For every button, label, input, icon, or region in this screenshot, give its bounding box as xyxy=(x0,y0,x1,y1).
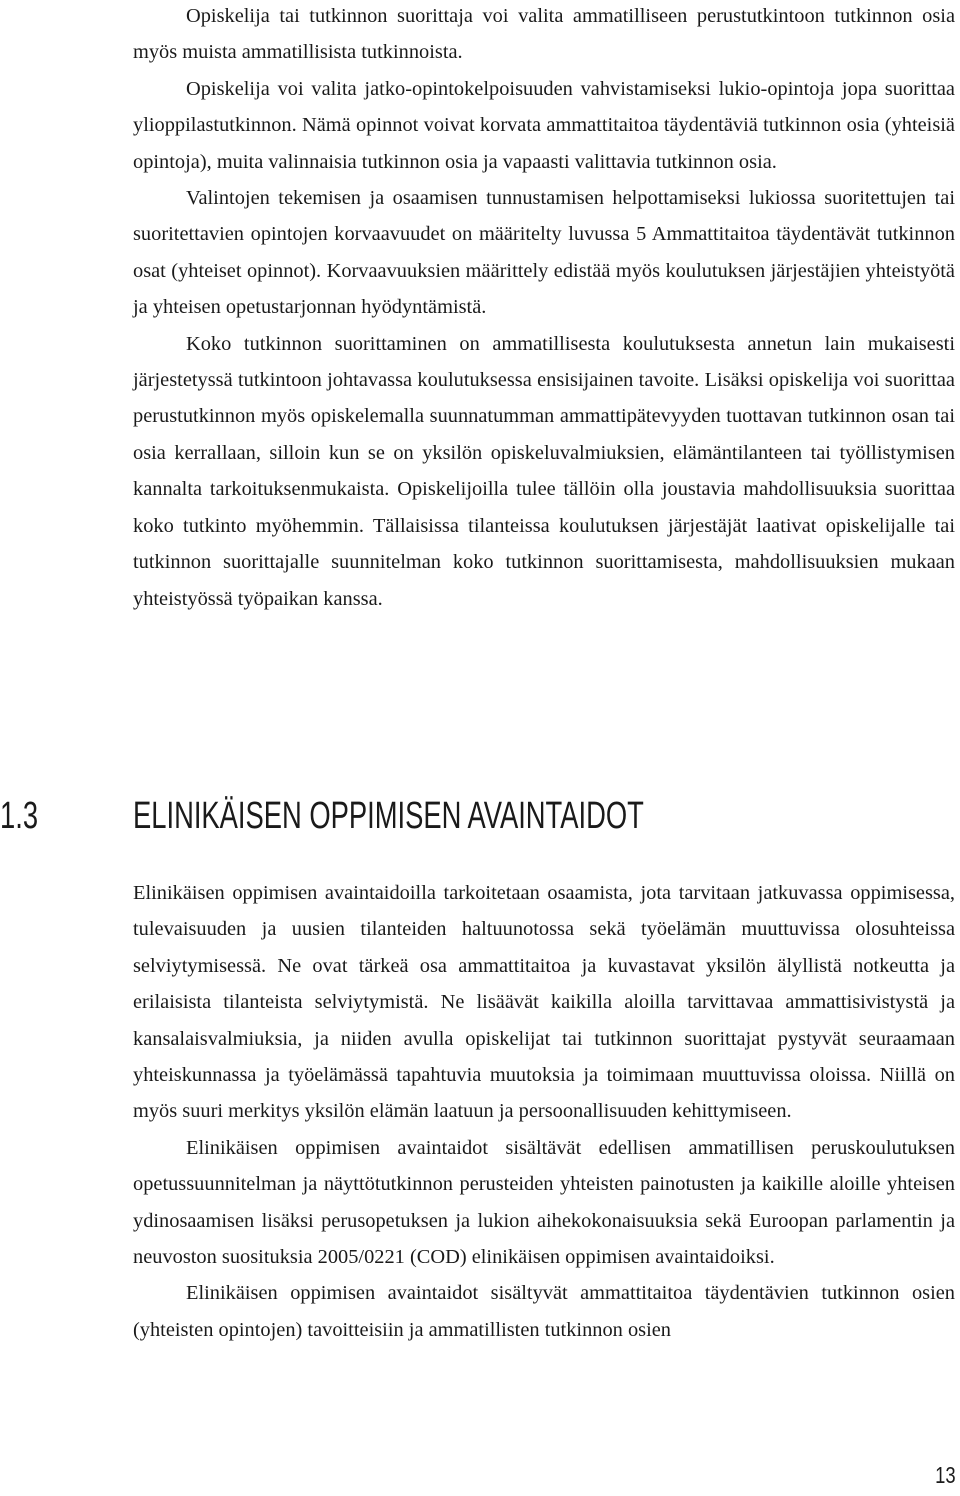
paragraph: Koko tutkinnon suorittaminen on ammatillisesta koulutuksesta annetun lain mukaisesti järjestetyssä tutkintoon johtavassa koulutuksessa ensisijainen tavoite. Lisäksi opiskelija voi suorittaa perustutkinnon myös opiskelemalla suunnatumman ammattipätevyyden tuottavan tutkinnon osan tai osia kerrallaan, silloin kun se on yksilön opiskeluvalmiuksien, elämäntilanteen tai työllistymisen kannalta tarkoituksenmukaista. Opiskelijoilla tulee tällöin olla joustavia mahdollisuuksia suorittaa koko tutkinto myöhemmin. Tällaisissa tilanteissa koulutuksen järjestäjät laativat opiskelijalle tai tutkinnon suorittajalle suunnitelman koko tutkinnon suorittamisesta, mahdollisuuksien mukaan yhteistyössä työpaikan kanssa. xyxy=(133,332,955,610)
body-text-top xyxy=(133,0,955,617)
section-heading xyxy=(0,790,960,850)
section-number: 1.3 xyxy=(0,795,39,837)
page-number: 13 xyxy=(935,1462,956,1488)
paragraph: Opiskelija voi valita jatko-opintokelpoisuuden vahvistamiseksi lukio-opintoja jopa suorittaa ylioppilastutkinnon. Nämä opinnot voivat korvata ammattitaitoa täydentäviä tutkinnon osia (yhteisiä opintoja), muita valinnaisia tutkinnon osia ja vapaasti valittavia tutkinnon osia. xyxy=(133,77,955,173)
paragraph: Elinikäisen oppimisen avaintaidot sisältyvät ammattitaitoa täydentävien tutkinnon osien (yhteisten opintojen) tavoitteisiin ja ammatillisten tutkinnon osien xyxy=(133,1282,955,1341)
section-title: ELINIKÄISEN OPPIMISEN AVAINTAIDOT xyxy=(133,795,644,837)
paragraph: Elinikäisen oppimisen avaintaidoilla tarkoitetaan osaamista, jota tarvitaan jatkuvassa oppimisessa, tulevaisuuden ja uusien tilanteiden haltuunotossa sekä työelämän muuttuvissa olosuhteissa selviytymisessä. Ne ovat tärkeä osa ammattitaitoa ja kuvastavat yksilön älyllistä notkeutta ja erilaisista tilanteista selviytymistä. Ne lisäävät kaikilla aloilla tarvittavaa ammattisivistystä ja kansalaisvalmiuksia, ja niiden avulla opiskelijat tai tutkinnon suorittajat pystyvät seuraamaan yhteiskunnassa ja työelämässä tapahtuvia muutoksia ja toimimaan muuttuvissa oloissa. Niillä on myös suuri merkitys yksilön elämän laatuun ja persoonallisuuden kehittymiseen. xyxy=(133,882,955,1123)
paragraph: Valintojen tekemisen ja osaamisen tunnustamisen helpottamiseksi lukiossa suoritettujen tai suoritettavien opintojen korvaavuudet on määritelty luvussa 5 Ammattitaitoa täydentävät tutkinnon osat (yhteiset opinnot). Korvaavuuksien määrittely edistää myös koulutuksen järjestäjien yhteistyötä ja yhteisen opetustarjonnan hyödyntämistä. xyxy=(133,187,955,319)
body-text-section xyxy=(133,875,955,1348)
paragraph: Elinikäisen oppimisen avaintaidot sisältävät edellisen ammatillisen peruskoulutuksen opetussuunnitelman ja näyttötutkinnon perusteiden yhteisten painotusten ja kaikille aloille yhteisen ydinosaamisen lisäksi perusopetuksen ja lukion aihekokonaisuuksia sekä Euroopan parlamentin ja neuvoston suosituksia 2005/0221 (COD) elinikäisen oppimisen avaintaidoiksi. xyxy=(133,1136,955,1269)
paragraph: Opiskelija tai tutkinnon suorittaja voi valita ammatilliseen perustutkintoon tutkinnon osia myös muista ammatillisista tutkinnoista. xyxy=(133,5,955,64)
